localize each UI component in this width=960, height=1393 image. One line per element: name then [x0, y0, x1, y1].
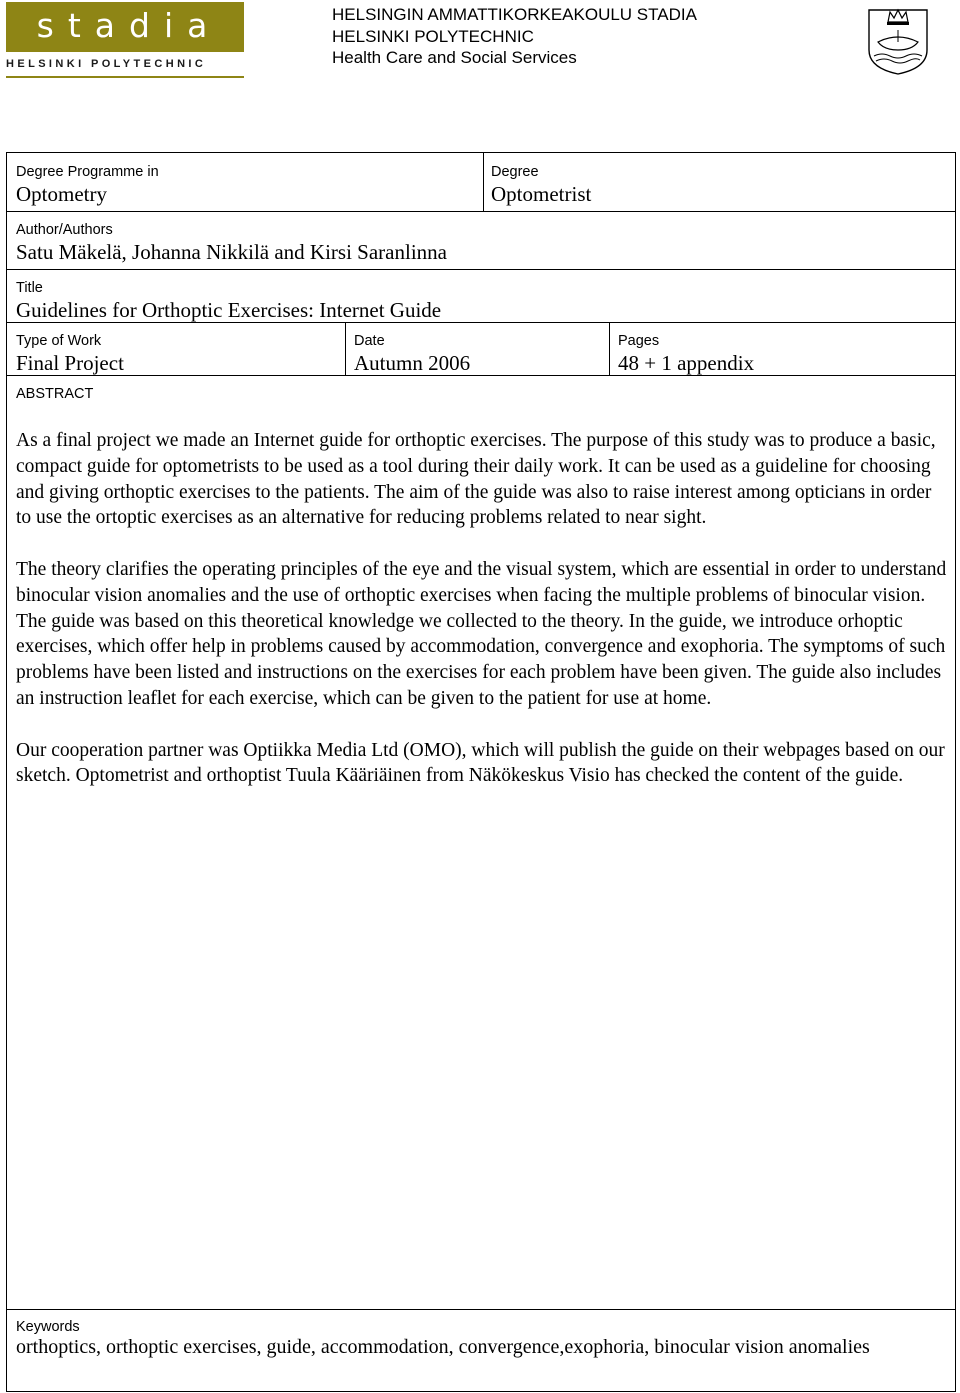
- column-divider: [483, 153, 484, 211]
- authors-label: Author/Authors: [16, 222, 113, 238]
- logo-wordmark: stadia: [36, 6, 222, 45]
- pages-value: 48 + 1 appendix: [618, 351, 755, 375]
- row-divider: [7, 211, 955, 212]
- authors-value: Satu Mäkelä, Johanna Nikkilä and Kirsi Saranlinna: [16, 240, 447, 264]
- abstract-label: ABSTRACT: [16, 386, 94, 402]
- row-divider: [7, 1309, 955, 1310]
- type-of-work-label: Type of Work: [16, 333, 102, 349]
- degree-programme-label: Degree Programme in: [16, 164, 159, 180]
- row-divider: [7, 322, 955, 323]
- type-of-work-value: Final Project: [16, 351, 124, 375]
- logo-subtitle: HELSINKI POLYTECHNIC: [6, 58, 207, 70]
- row-divider: [7, 375, 955, 376]
- degree-label: Degree: [491, 164, 539, 180]
- helsinki-coat-of-arms-icon: [866, 2, 930, 76]
- column-divider: [609, 322, 610, 375]
- date-label: Date: [354, 333, 385, 349]
- row-divider: [7, 269, 955, 270]
- pages-label: Pages: [618, 333, 660, 349]
- title-label: Title: [16, 280, 43, 296]
- logo-underline: [6, 76, 244, 78]
- institution-line-1: HELSINGIN AMMATTIKORKEAKOULU STADIA: [332, 5, 697, 24]
- degree-value: Optometrist: [491, 182, 592, 206]
- stadia-logo: [6, 2, 244, 78]
- abstract-paragraph: As a final project we made an Internet guide for orthoptic exercises. The purpose of this study was to produce a basic, compact guide for optometrists to be used as a tool during their daily work. It can be used as a guideline for choosing and giving orthoptic exercises to the patients. The aim of the guide was also to raise interest among opticians in order to use the ortoptic exercises as an alternative for reducing problems related to near sight.: [16, 430, 936, 529]
- column-divider: [345, 322, 346, 375]
- keywords-label: Keywords: [16, 1319, 80, 1335]
- institution-line-2: HELSINKI POLYTECHNIC: [332, 26, 534, 46]
- institution-line-3: Health Care and Social Services: [332, 48, 577, 67]
- abstract-form: [6, 152, 956, 1392]
- abstract-body: [16, 428, 951, 815]
- abstract-paragraph: Our cooperation partner was Optiikka Media Ltd (OMO), which will publish the guide on their webpages based on our sketch. Optometrist and orthoptist Tuula Kääriäinen from Näkökeskus Visio has checked the content of the guide.: [16, 739, 945, 787]
- date-value: Autumn 2006: [354, 351, 471, 375]
- institution-header: [332, 4, 697, 69]
- title-value: Guidelines for Orthoptic Exercises: Internet Guide: [16, 298, 442, 322]
- keywords-value: orthoptics, orthoptic exercises, guide, accommodation, convergence,exophoria, binocular vision anomalies: [16, 1336, 870, 1358]
- abstract-paragraph: The theory clarifies the operating principles of the eye and the visual system, which are essential in order to understand binocular vision anomalies and the use of orthoptic exercises when facing the multiple problems of binocular vision. The guide was based on this theoretical knowledge we collected to the theory. In the guide, we introduce orhoptic exercises, which offer help in problems caused by accommodation, convergence and exophoria. The symptoms of such problems have been listed and instructions on the exercises for each problem have been given. The guide also includes an instruction leaflet for each exercise, which can be given to the patient for use at home.: [16, 558, 947, 709]
- degree-programme-value: Optometry: [16, 182, 107, 206]
